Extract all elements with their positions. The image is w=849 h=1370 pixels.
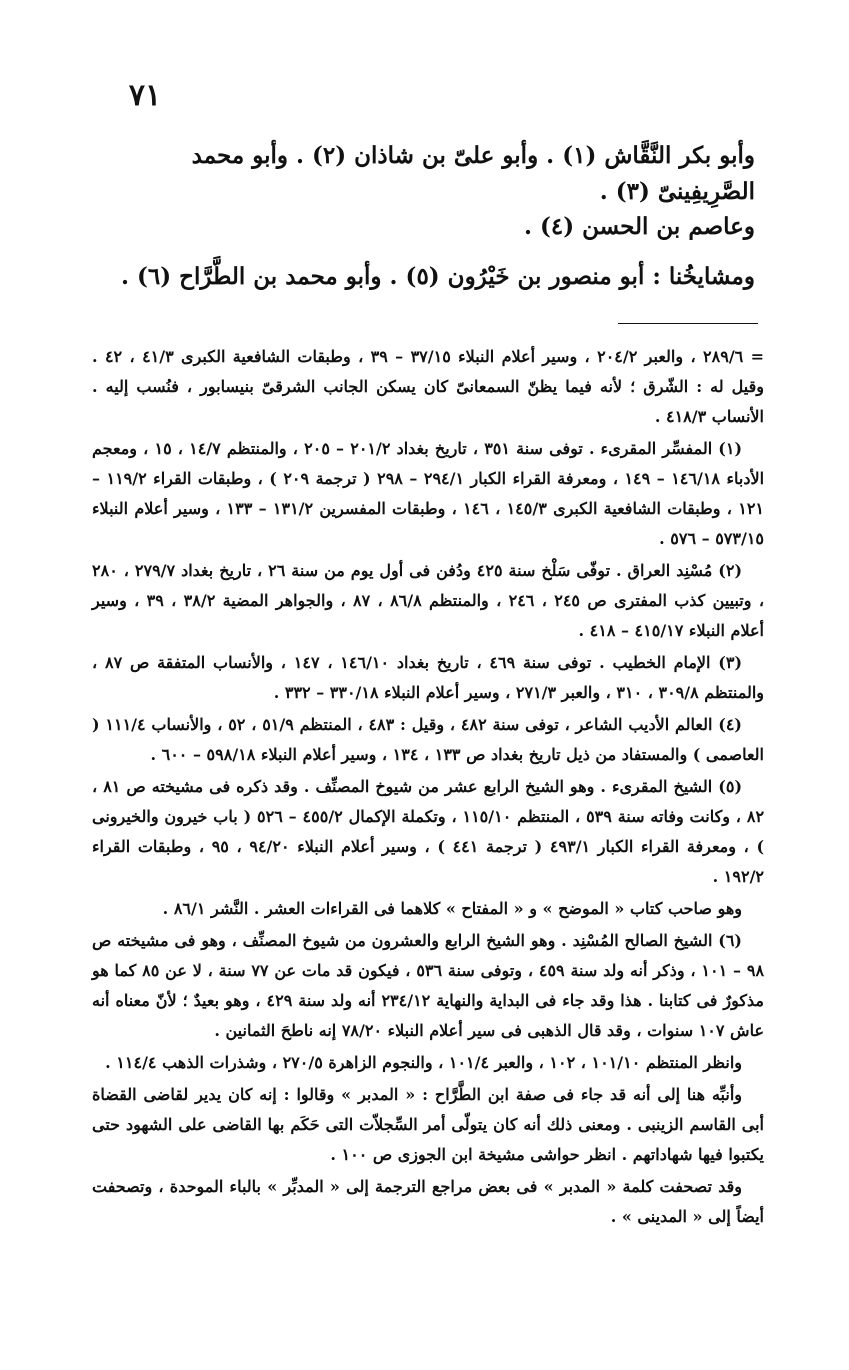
footnote: (٣) الإمام الخطيب . توفى سنة ٤٦٩ ، تاريخ بغداد ١٤٦/١٠ ، ١٤٧ ، والأنساب المتفقة ص ٨٧ ، والمنتظم ٣٠٩/٨ ، ٣١٠ ، والعبر ٢٧١/٣ ، وسير أعلام النبلاء ٣٣٠/١٨ – ٣٣٢ . bbox=[92, 653, 764, 702]
page-number: ٧١ bbox=[128, 78, 162, 113]
footnote: (٢) مُسْنِد العراق . توفّى سَلْخ سنة ٤٢٥ ودُفن فى أول يوم من سنة ٢٦ ، تاريخ بغداد ٢٧٩/٧ ، ٢٨٠ ، وتبيين كذب المفترى ص ٢٤٥ ، ٢٤٦ ، والمنتظم ٨٦/٨ ، ٨٧ ، والجواهر المضية ٣٨/٢ ، ٣٩ ، وسير أعلام النبلاء ٤١٥/١٧ – ٤١٨ . bbox=[92, 561, 764, 640]
footnote: (٥) الشيخ المقرىء . وهو الشيخ الرابع عشر من شيوخ المصنِّف . وقد ذكره فى مشيخته ص ٨١ ، ٨٢ ، وكانت وفاته سنة ٥٣٩ ، المنتظم ١١٥/١٠ ، وتكملة الإكمال ٤٥٥/٢ – ٥٢٦ ( باب خيرون والخيرونى ) ، ومعرفة القراء الكبار ٤٩٣/١ ( ترجمة ٤٤١ ) ، وسير أعلام النبلاء ٩٤/٢٠ ، ٩٥ ، وطبقات القراء ١٩٢/٢ . bbox=[92, 777, 765, 886]
main-text-line: وعاصم بن الحسن (٤) . bbox=[523, 213, 755, 241]
main-text-line: وأبو بكر النَّقَّاش (١) . وأبو علىّ بن شاذان (٢) . وأبو محمد الصَّرِيفِينىّ (٣) . bbox=[191, 142, 755, 205]
footnote: وقد تصحفت كلمة « المدبر » فى بعض مراجع الترجمة إلى « المدبِّر » بالباء الموحدة ، وتصحفت أيضاً إلى « المدينى » . bbox=[92, 1177, 764, 1226]
footnote: (١) المفسِّر المقرىء . توفى سنة ٣٥١ ، تاريخ بغداد ٢٠١/٢ – ٢٠٥ ، والمنتظم ١٤/٧ ، ١٥ ، ومعجم الأدباء ١٤٦/١٨ – ١٤٩ ، ومعرفة القراء الكبار ٢٩٤/١ – ٢٩٨ ( ترجمة ٢٠٩ ) ، وطبقات القراء ١١٩/٢ – ١٢١ ، وطبقات الشافعية الكبرى ١٤٥/٣ ، ١٤٦ ، وطبقات المفسرين ١٣١/٢ – ١٣٣ ، وسير أعلام النبلاء ٥٧٣/١٥ – ٥٧٦ . bbox=[92, 439, 765, 548]
footnote: (٤) العالم الأديب الشاعر ، توفى سنة ٤٨٢ ، وقيل : ٤٨٣ ، المنتظم ٥١/٩ ، ٥٢ ، والأنساب ١١١/٤ ( العاصمى ) والمستفاد من ذيل تاريخ بغداد ص ١٣٣ ، ١٣٤ ، وسير أعلام النبلاء ٥٩٨/١٨ – ٦٠٠ . bbox=[92, 715, 764, 764]
footnote-divider bbox=[618, 323, 758, 324]
footnotes bbox=[92, 342, 764, 1234]
main-text-line: ومشايخُنا : أبو منصور بن خَيْرُون (٥) . وأبو محمد بن الطَّرَّاح (٦) . bbox=[120, 262, 755, 290]
footnote: (٦) الشيخ الصالح المُسْنِد . وهو الشيخ الرابع والعشرون من شيوخ المصنِّف ، وهو فى مشيخته ص ٩٨ – ١٠١ ، وذكر أنه ولد سنة ٤٥٩ ، وتوفى سنة ٥٣٦ ، فيكون قد مات عن ٧٧ سنة ، لا عن ٨٥ كما هو مذكورٌ فى كتابنا . هذا وقد جاء فى البداية والنهاية ٢٣٤/١٢ أنه ولد سنة ٤٢٩ ، وهو بعيدٌ ؛ لأنّ معناه أنه عاش ١٠٧ سنوات ، وقد قال الذهبى فى سير أعلام النبلاء ٧٨/٢٠ إنه ناطحَ الثمانين . bbox=[92, 931, 765, 1040]
footnote: وهو صاحب كتاب « الموضح » و « المفتاح » كلاهما فى القراءات العشر . النَّشر ٨٦/١ . bbox=[162, 899, 742, 918]
footnote: وانظر المنتظم ١٠١/١٠ ، ١٠٢ ، والعبر ١٠١/٤ ، والنجوم الزاهرة ٢٧٠/٥ ، وشذرات الذهب ١١٤/٤ . bbox=[105, 1053, 742, 1072]
footnote: = ٢٨٩/٦ ، والعبر ٢٠٤/٢ ، وسير أعلام النبلاء ٣٧/١٥ – ٣٩ ، وطبقات الشافعية الكبرى ٤١/٣ ، ٤٢ . وقيل له : الشّرق ؛ لأنه فيما يظنّ السمعانىّ كان يسكن الجانب الشرقىّ بنيسابور ، فنُسب إليه . الأنساب ٤١٨/٣ . bbox=[92, 347, 765, 426]
footnote: وأنبِّه هنا إلى أنه قد جاء فى صفة ابن الطَّرَّاح : « المدبر » وقالوا : إنه كان يدير لقاضى القضاة أبى القاسم الزينبى . ومعنى ذلك أنه كان يتولّى أمر السِّجلاّت التى حَكَم بها القاضى على الشهود حتى يكتبوا فيها شهاداتهم . انظر حواشى مشيخة ابن الجوزى ص ١٠٠ . bbox=[92, 1085, 764, 1164]
main-text bbox=[95, 138, 755, 295]
